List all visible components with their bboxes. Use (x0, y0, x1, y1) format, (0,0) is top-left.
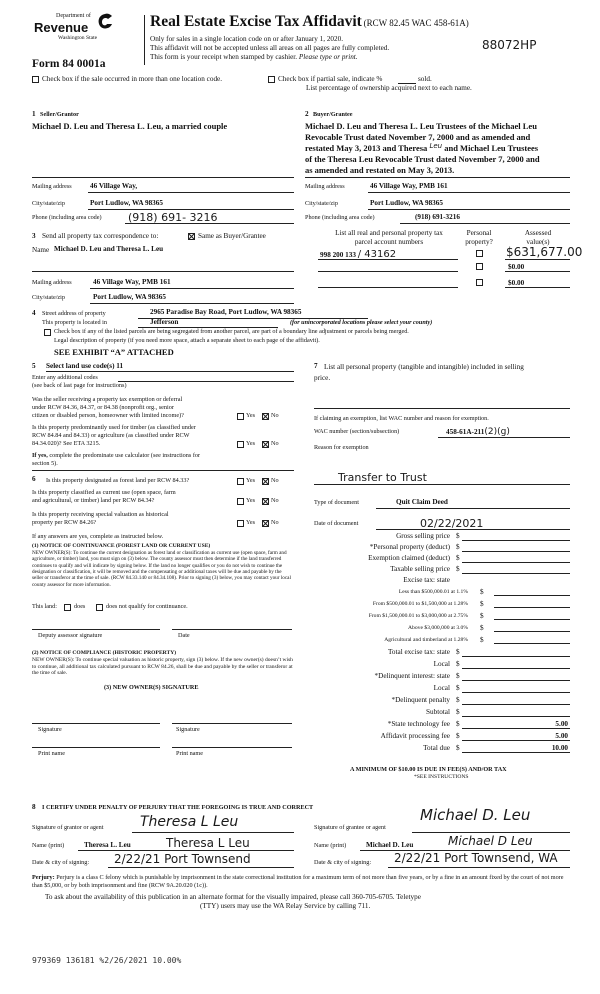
land-use-code[interactable]: Select land use code(s) 11 (46, 362, 124, 370)
does-checkbox[interactable] (64, 604, 71, 611)
tax2-row-label: Subtotal (426, 708, 450, 716)
grantee-signature[interactable]: Michael D. Leu (420, 806, 531, 824)
tax2-row-cur: $ (456, 744, 460, 752)
s6-answer-yes: If any answers are yes, complete as instructed below. (32, 533, 164, 540)
s2-phone-label: Phone (including area code) (305, 214, 375, 221)
bracket-cur: $ (480, 600, 484, 608)
s2-mail-line (368, 192, 570, 193)
alt-format-l2: (TTY) users may use the WA Relay Service by calling 711. (200, 902, 371, 910)
list-pct-note: List percentage of ownership acquired next to each name. (306, 84, 472, 92)
s2-city-line (368, 209, 570, 210)
s6-q3-no-checkbox[interactable] (262, 520, 269, 527)
exemption-reason[interactable]: Transfer to Trust (338, 471, 427, 484)
assessed-2-line (505, 271, 570, 272)
s5-q2-l1: Is this property predominantly used for timber (as classified under (32, 424, 196, 431)
partial-sale-label: Check box if partial sale, indicate % (278, 75, 383, 83)
s2-phone-line (400, 223, 570, 224)
parcel-header (330, 229, 448, 247)
personal-2-checkbox[interactable] (476, 263, 483, 270)
bracket-field[interactable] (494, 643, 570, 644)
tax2-row-field[interactable] (462, 668, 570, 669)
s2-mail-label: Mailing address (305, 183, 345, 190)
s6-q2-no-checkbox[interactable] (262, 498, 269, 505)
s7-text-l2: price. (314, 374, 331, 382)
s6-q2-yes-label: Yes (246, 497, 256, 504)
deputy-date-label: Date (178, 632, 190, 639)
street-address[interactable]: 2965 Paradise Bay Road, Port Ludlow, WA 98365 (150, 308, 302, 316)
same-as-buyer-checkbox[interactable] (188, 233, 195, 240)
buyer-name-l3a: restated May 3, 2013 and Theresa (305, 143, 428, 153)
s2-name-rule (305, 177, 570, 178)
does-label: does (74, 603, 86, 610)
grantor-signature[interactable]: Theresa L Leu (140, 814, 239, 830)
tax2-row-cur: $ (456, 696, 460, 704)
grantor-date-label: Date & city of signing: (32, 859, 90, 866)
s5-q2-yes-label: Yes (246, 440, 256, 447)
grantee-date-label: Date & city of signing: (314, 859, 372, 866)
s5-q1-l2: under RCW 84.36, 84.37, or 84.38 (nonprofit org., senior (32, 404, 174, 411)
tax-row-cur: $ (456, 543, 460, 551)
parcel-1-number: 998 200 133 (320, 251, 356, 259)
s3-text: Send all property tax correspondence to: (42, 232, 159, 240)
s1-num: 1 (32, 110, 36, 118)
new-owner-sig-head: (3) NEW OWNER(S) SIGNATURE (104, 684, 199, 691)
s4-num: 4 (32, 309, 36, 317)
s3-mail-label: Mailing address (32, 279, 72, 286)
s3-city[interactable]: Port Ludlow, WA 98365 (93, 293, 166, 301)
owner1-sig-label: Signature (38, 726, 62, 733)
grantee-sig-line (412, 832, 570, 833)
s6-q2-no-label: No (271, 497, 279, 504)
grantor-name-label: Name (print) (32, 842, 65, 849)
s2-city-label: City/state/zip (305, 200, 338, 207)
buyer-name-l3b: and Michael Leu Trustees (444, 143, 539, 153)
doc-date-line (376, 529, 570, 530)
grantor-name[interactable]: Theresa L. Leu (84, 841, 131, 849)
s3-mail-line (90, 288, 294, 289)
s2-city[interactable]: Port Ludlow, WA 98365 (370, 199, 443, 207)
buyer-name-l2: Revocable Trust dated November 7, 2000 and as amended and (305, 132, 531, 142)
owner2-sig-line[interactable] (172, 723, 292, 724)
notice2-body: NEW OWNER(S): To continue special valuation as historic property, sign (3) below. If the new owner(s) doesn’t wish to continue, all additional tax calculated pursuant to RCW 84.26, shall be due and payable by the seller or transferor at the time of sale. (32, 657, 293, 677)
tax2-row-field[interactable] (462, 728, 570, 729)
additional-codes-line (118, 381, 294, 382)
located-label: This property is located in (42, 319, 107, 326)
wac-line (438, 437, 570, 438)
tax-row-label: Exemption claimed (deduct) (368, 554, 450, 562)
s3-name-label: Name (32, 246, 50, 254)
sold-label: sold. (418, 75, 432, 83)
multi-location-checkbox[interactable] (32, 76, 39, 83)
s1-city-label: City/state/zip (32, 200, 65, 207)
doc-date[interactable]: 02/22/2021 (420, 517, 484, 530)
parcel-3-line (318, 287, 458, 288)
personal-header-l2: property? (465, 238, 493, 246)
s1-mail-label: Mailing address (32, 183, 72, 190)
tax2-row-cur: $ (456, 648, 460, 656)
s5-q2-no-label: No (271, 440, 279, 447)
tax2-row-cur: $ (456, 708, 460, 716)
bracket-label: Above $3,000,000 at 3.0% (408, 625, 468, 631)
dept-line1: Department of (56, 13, 91, 19)
grantor-date-city[interactable]: 2/22/21 Port Townsend (114, 852, 251, 866)
s3-num: 3 (32, 232, 36, 240)
bracket-label: Less than $500,000.01 at 1.1% (398, 589, 468, 595)
s6-q1-no-checkbox[interactable] (262, 478, 269, 485)
s5-if-yes-bold: If yes, (32, 452, 48, 459)
form-title-ref: (RCW 82.45 WAC 458-61A) (363, 18, 469, 28)
tax2-row-field[interactable] (462, 704, 570, 705)
notice1-head: (1) NOTICE OF CONTINUANCE (FOREST LAND OR CURRENT USE) (32, 543, 211, 549)
tax2-row-label: *Delinquent interest: state (374, 672, 450, 680)
s1-city-line (88, 209, 294, 210)
s6-q2-l1: Is this property classified as current use (open space, farm (32, 489, 176, 496)
assessed-3-line (505, 287, 570, 288)
s1-name-rule (32, 177, 294, 178)
s5-q2-l3: 84.34.020)? See ETA 3215. (32, 440, 101, 447)
alt-format-l1: To ask about the availability of this publication in an alternate format for the visually impaired, please call 360-705-6705. Teletype (45, 893, 421, 901)
s5-q2-no-checkbox[interactable] (262, 441, 269, 448)
s2-num: 2 (305, 110, 309, 118)
personal-property-line[interactable] (314, 408, 570, 409)
wac-number-handwritten: (2)(g) (484, 427, 510, 437)
doc-type-line (376, 508, 570, 509)
tax2-row-label: Local (433, 684, 450, 692)
tax-row-label: *Personal property (deduct) (369, 543, 450, 551)
owner1-print-label: Print name (38, 750, 65, 757)
tax2-row-cur: $ (456, 660, 460, 668)
additional-codes-label: Enter any additional codes (32, 374, 98, 381)
s1-phone-line (125, 223, 294, 224)
county[interactable]: Jefferson (150, 318, 179, 326)
s3-city-label: City/state/zip (32, 294, 65, 301)
header-note3 (150, 53, 358, 62)
s2-phone[interactable]: (918) 691-3216 (415, 213, 460, 221)
deputy-label: Deputy assessor signature (38, 632, 103, 639)
segregated-label: Check box if any of the listed parcels are being segregated from another parcel, are part of a boundary line adjustment or parcels being merged. (54, 328, 409, 335)
doc-type[interactable]: Quit Claim Deed (396, 498, 448, 506)
tax2-row-field[interactable] (462, 680, 570, 681)
assessed-header-l2: value(s) (526, 238, 550, 246)
partial-sale-checkbox[interactable] (268, 76, 275, 83)
tax2-row-field[interactable] (462, 692, 570, 693)
unincorporated-note: (for unincorporated locations please select your county) (290, 319, 433, 326)
perjury-text: Perjury is a class C felony which is punishable by imprisonment in the state correctional institution for a maximum term of not more than five years, or by a fine in an amount fixed by the court of not more than $5,000, or by both imprisonment and fine (RCW 9A.20.020 (1c)). (32, 874, 564, 890)
s6-q2-l2: and agricultural, or timber) land per RCW 84.34? (32, 497, 155, 504)
s7-text-l1: List all personal property (tangible and intangible) included in selling (324, 363, 524, 371)
does-not-label: does not qualify for continuance. (106, 603, 188, 610)
s1-phone[interactable]: (918) 691- 3216 (128, 211, 218, 224)
tax2-row-cur: $ (456, 684, 460, 692)
owner2-sig-label: Signature (176, 726, 200, 733)
s5-q2-yes-checkbox[interactable] (237, 441, 244, 448)
s6-num: 6 (32, 475, 36, 483)
s6-q3-l1: Is this property receiving special valuation as historical (32, 511, 169, 518)
buyer-name-l3-handwritten: Leu (429, 142, 443, 150)
parcel-1-line (318, 259, 458, 260)
grantee-name-label: Name (print) (314, 842, 347, 849)
s6-q3-yes-checkbox[interactable] (237, 520, 244, 527)
s1-phone-label: Phone (including area code) (32, 214, 102, 221)
see-instructions: *SEE INSTRUCTIONS (414, 774, 469, 780)
s5-q2-l2: RCW 84.84 and 84.33) or agriculture (as classified under RCW (32, 432, 190, 439)
buyer-name-l5: as amended and restated on May 3, 2013. (305, 165, 455, 175)
s5-section5: section 5). (32, 460, 58, 467)
buyer-name-l3 (305, 143, 538, 154)
seller-name: Michael D. Leu and Theresa L. Leu, a married couple (32, 121, 228, 131)
this-land-label: This land: (32, 603, 57, 610)
deputy-sig-line[interactable] (32, 629, 160, 630)
bracket-label: From $1,500,000.01 to $3,000,000 at 2.75% (368, 613, 468, 619)
doc-date-label: Date of document (314, 520, 359, 527)
deputy-date-line[interactable] (172, 629, 292, 630)
grantor-sig-line (132, 832, 294, 833)
tax-row-label: Gross selling price (396, 532, 450, 540)
s2-heading: Buyer/Grantee (313, 111, 353, 118)
tax-row-field[interactable] (462, 573, 570, 574)
s6-q2-yes-checkbox[interactable] (237, 498, 244, 505)
minimum-due-note: A MINIMUM OF $10.00 IS DUE IN FEE(S) AND/OR TAX (350, 766, 507, 773)
wac-number-typed: 458-61A-211 (446, 428, 485, 436)
notice1-body: NEW OWNER(S): To continue the current designation as forest land or classification as current use (open space, farm and agriculture, or timber) land, you must sign on (3) below. The county assessor must then determine if the land transferred continues to qualify and will indicate by signing below. If the land no longer qualifies or you do not wish to continue the designation or classification, it will be removed and the compensating or additional taxes will be due and payable by the seller or transferor at the time of sale. (RCW 84.33.140 or 84.34.108). Prior to signing (3) below, you may contact your local county assessor for more information. (32, 550, 291, 588)
s6-q1-no-label: No (271, 477, 279, 484)
s3-city-line (90, 303, 294, 304)
header-note2: This affidavit will not be accepted unless all areas on all pages are fully completed. (150, 44, 390, 52)
bracket-cur: $ (480, 636, 484, 644)
tax2-row-label: Total due (423, 744, 450, 752)
tax2-row-label: *Delinquent penalty (391, 696, 450, 704)
street-label: Street address of property (42, 310, 106, 317)
s1-mail-line (88, 192, 294, 193)
owner2-print-line[interactable] (172, 747, 292, 748)
personal-1-checkbox[interactable] (476, 250, 483, 257)
grantor-sig-label: Signature of grantor or agent (32, 824, 104, 831)
tax2-row-field[interactable] (462, 740, 570, 741)
assessed-3[interactable]: $0.00 (508, 279, 525, 287)
same-as-buyer-label: Same as Buyer/Grantee (198, 232, 266, 240)
tax2-row-label: Local (433, 660, 450, 668)
parcel-2-line (318, 271, 458, 272)
dept-line2: Revenue (34, 20, 89, 35)
s6-q3-l2: property per RCW 84.26? (32, 519, 97, 526)
s1-heading: Seller/Grantor (40, 111, 79, 118)
s6-q3-yes-label: Yes (246, 519, 256, 526)
s5-if-yes (32, 452, 200, 460)
bracket-label: From $500,000.01 to $1,500,000 at 1.28% (372, 601, 468, 607)
parcel-header-l2: parcel account numbers (354, 238, 424, 246)
header-note3-italic: Please type or print. (298, 53, 358, 61)
tax2-row-label: Total excise tax: state (388, 648, 450, 656)
bracket-label: Agricultural and timberland at 1.28% (384, 637, 468, 643)
personal-3-checkbox[interactable] (476, 279, 483, 286)
s5-q1-yes-checkbox[interactable] (237, 413, 244, 420)
s6-q1-yes-checkbox[interactable] (237, 478, 244, 485)
header-divider (144, 15, 145, 65)
assessed-1[interactable]: $631,677.00 (506, 245, 583, 259)
tax-row-cur: $ (456, 565, 460, 573)
tax-row-cur: $ (456, 554, 460, 562)
see-back-note: (see back of last page for instructions) (32, 382, 127, 389)
tax-row-field[interactable] (462, 551, 570, 552)
buyer-name-l1: Michael D. Leu and Theresa L. Leu Trustees of the Michael Leu (305, 121, 537, 131)
segregated-checkbox[interactable] (44, 329, 51, 336)
tax2-row-field[interactable] (462, 752, 570, 753)
dor-swoosh-icon (96, 12, 114, 32)
perjury-label: Perjury: (32, 874, 55, 881)
processing-fee-value: 5.00 (555, 732, 568, 740)
tax2-row-cur: $ (456, 732, 460, 740)
s3-mail[interactable]: 46 Village Way, PMB 161 (93, 278, 171, 286)
tax2-row-cur: $ (456, 720, 460, 728)
cashier-stamp: 979369 136181 %2/26/2021 10.00% (32, 956, 182, 965)
s6-top-rule (32, 470, 294, 471)
buyer-name-l4: of the Theresa Leu Revocable Trust dated November 7, 2000 and (305, 154, 540, 164)
legal-exhibit: SEE EXHIBIT “A” ATTACHED (54, 347, 174, 357)
assessed-2[interactable]: $0.00 (508, 263, 525, 271)
header-note1: Only for sales in a single location code on or after January 1, 2020. (150, 35, 344, 43)
form-title: Real Estate Excise Tax Affidavit (150, 13, 362, 30)
s5-q1-l3: citizen or disabled person, homeowner with limited income)? (32, 412, 184, 419)
assessed-header-l1: Assessed (524, 229, 552, 237)
header-note3-text: This form is your receipt when stamped by cashier. (150, 53, 298, 61)
grantee-sig-label: Signature of grantee or agent (314, 824, 386, 831)
grantor-name-handwritten: Theresa L Leu (166, 836, 250, 850)
s1-city[interactable]: Port Ludlow, WA 98365 (90, 199, 163, 207)
bracket-field[interactable] (494, 595, 570, 596)
s3-name-line (32, 271, 294, 272)
grantor-name-line (78, 850, 294, 851)
s3-name[interactable]: Michael D. Leu and Theresa L. Leu (54, 245, 164, 253)
grantee-name[interactable]: Michael D. Leu (366, 841, 414, 849)
handwritten-id: 88072HP (482, 38, 537, 52)
grantee-date-line (388, 867, 570, 868)
s1-mail[interactable]: 46 Village Way, (90, 182, 138, 190)
bracket-field[interactable] (494, 619, 570, 620)
reason-line (314, 484, 570, 485)
notice2-head: (2) NOTICE OF COMPLIANCE (HISTORIC PROPERTY) (32, 650, 177, 656)
s7-num: 7 (314, 362, 318, 370)
tax-row-cur: $ (456, 532, 460, 540)
tech-fee-value: 5.00 (555, 720, 568, 728)
s6-q1: Is this property designated as forest land per RCW 84.33? (46, 477, 190, 484)
personal-header-l1: Personal (466, 229, 492, 237)
s5-q1-no-checkbox[interactable] (262, 413, 269, 420)
exemption-claim: If claiming an exemption, list WAC number and reason for exemption. (314, 415, 489, 422)
grantor-date-line (108, 867, 294, 868)
s2-mail[interactable]: 46 Village Way, PMB 161 (370, 182, 448, 190)
s5-if-yes-rest: complete the predominate use calculator (see instructions for (49, 452, 201, 459)
perjury-statement (32, 874, 570, 890)
tax-row-label: Excise tax: state (403, 576, 450, 584)
parcel-1-handwritten: / 43162 (357, 249, 397, 260)
total-due-value: 10.00 (551, 744, 568, 752)
s5-q1-no-label: No (271, 412, 279, 419)
bracket-field[interactable] (494, 607, 570, 608)
reason-label: Reason for exemption (314, 444, 369, 451)
tax-row-field[interactable] (462, 562, 570, 563)
bracket-cur: $ (480, 588, 484, 596)
dept-line3: Washington State (58, 35, 98, 41)
multi-location-label: Check box if the sale occurred in more than one location code. (42, 75, 223, 83)
owner1-sig-line[interactable] (32, 723, 160, 724)
grantee-name-handwritten: Michael D Leu (448, 834, 533, 848)
tax-row-label: Taxable selling price (390, 565, 450, 573)
tax2-row-field[interactable] (462, 656, 570, 657)
land-use-line (46, 371, 294, 372)
tax2-row-label: *State technology fee (387, 720, 450, 728)
grantee-date-city[interactable]: 2/22/21 Port Townsend, WA (394, 851, 558, 865)
parcel-header-l1: List all real and personal property tax (335, 229, 443, 237)
tax2-row-field[interactable] (462, 716, 570, 717)
doc-type-label: Type of document (314, 499, 359, 506)
tax2-row-label: Affidavit processing fee (380, 732, 450, 740)
owner2-print-label: Print name (176, 750, 203, 757)
s6-q1-yes-label: Yes (246, 477, 256, 484)
owner1-print-line[interactable] (32, 747, 160, 748)
bracket-cur: $ (480, 624, 484, 632)
bracket-cur: $ (480, 612, 484, 620)
certify-text: I CERTIFY UNDER PENALTY OF PERJURY THAT THE FOREGOING IS TRUE AND CORRECT (42, 804, 314, 811)
s8-num: 8 (32, 803, 36, 811)
s5-q1-yes-label: Yes (246, 412, 256, 419)
does-not-checkbox[interactable] (96, 604, 103, 611)
legal-desc-label: Legal description of property (if you need more space, attach a separate sheet to each page of the affidavit). (54, 337, 320, 344)
s5-q1-l1: Was the seller receiving a property tax exemption or deferral (32, 396, 183, 403)
personal-header (464, 229, 494, 247)
s5-num: 5 (32, 362, 36, 370)
assessed-1-line (505, 259, 570, 260)
form-number: Form 84 0001a (32, 58, 106, 70)
wac-label: WAC number (section/subsection) (314, 428, 400, 435)
s6-q3-no-label: No (271, 519, 279, 526)
form-title-row (150, 12, 469, 31)
bracket-field[interactable] (494, 631, 570, 632)
tax-row-field[interactable] (462, 540, 570, 541)
tax2-row-cur: $ (456, 672, 460, 680)
